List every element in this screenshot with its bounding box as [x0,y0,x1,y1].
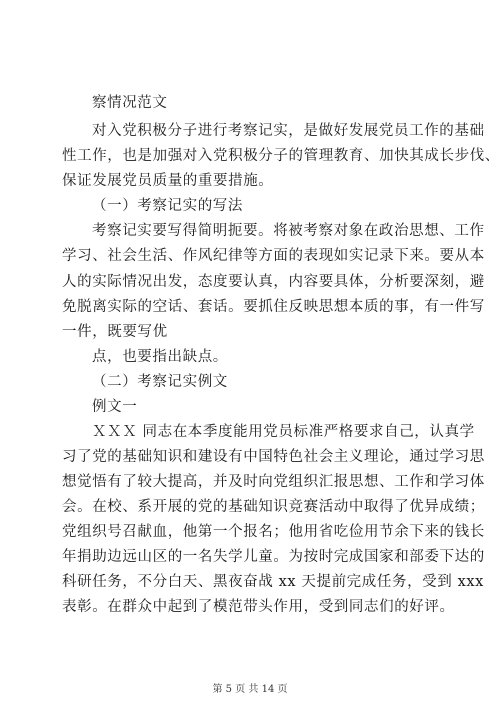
paragraph-line: 会。在校、系开展的党的基础知识竞赛活动中取得了优异成绩； [62,499,485,515]
paragraph-line: ＸＸＸ 同志在本季度能用党员标准严格要求自己，认真学 [92,424,475,440]
paragraph-line: 对入党积极分子进行考察记实，是做好发展党员工作的基础 [92,123,485,139]
paragraph-line: 免脱离实际的空话、套话。要抓住反映思想本质的事，有一件写 [62,299,485,315]
paragraph-line: 科研任务，不分白天、黑夜奋战 xx 天提前完成任务，受到 xxx [62,574,484,590]
example-title: 例文一 [92,399,138,415]
paragraph-line: 想觉悟有了较大提高，并及时向党组织汇报思想、工作和学习体 [62,474,485,490]
paragraph-line: 学习、社会生活、作风纪律等方面的表现如实记录下来。要从本 [62,248,485,264]
paragraph-line: 习了党的基础知识和建设有中国特色社会主义理论，通过学习思 [62,449,485,465]
section-heading-fragment: 察情况范文 [92,95,168,111]
page-number-footer: 第 5 页 共 14 页 [212,684,288,695]
subheading: （二）考察记实例文 [92,374,228,390]
paragraph-line: 党组织号召献血，他第一个报名；他用省吃俭用节余下来的钱长 [62,524,485,540]
paragraph-line: 保证发展党员质量的重要措施。 [62,173,274,189]
paragraph-line: 点，也要指出缺点。 [92,349,228,365]
subheading: （一）考察记实的写法 [92,198,243,214]
paragraph-line: 一件，既要写优 [62,324,168,340]
paragraph-line: 人的实际情况出发，态度要认真，内容要具体，分析要深刻，避 [62,274,485,290]
paragraph-line: 性工作，也是加强对入党积极分子的管理教育、加快其成长步伐、 [62,148,500,164]
paragraph-line: 表彰。在群众中起到了模范带头作用，受到同志们的好评。 [62,599,455,615]
paragraph-line: 年捐助边远山区的一名失学儿童。为按时完成国家和部委下达的 [62,549,485,565]
paragraph-line: 考察记实要写得简明扼要。将被考察对象在政治思想、工作 [92,223,485,239]
